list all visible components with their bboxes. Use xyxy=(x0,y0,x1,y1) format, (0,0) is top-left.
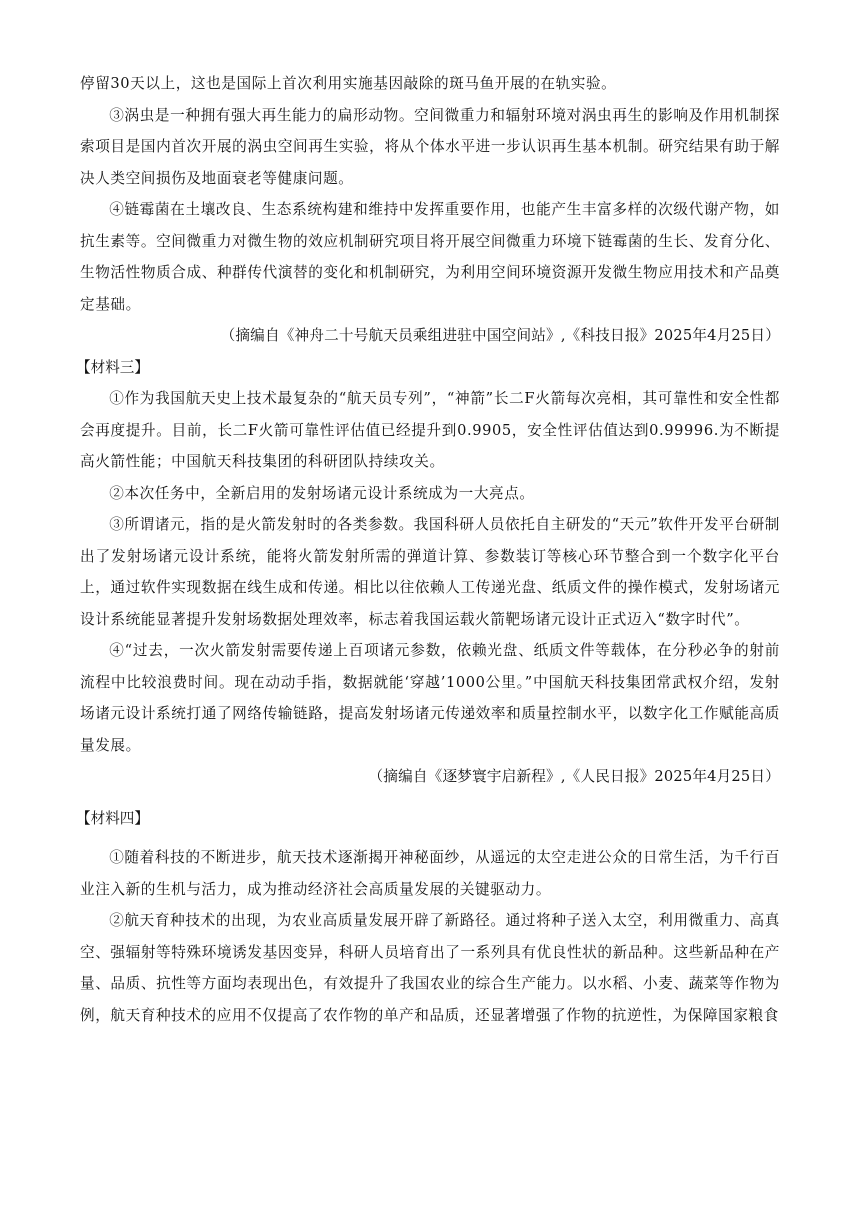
material4-paragraph-1: ①随着科技的不断进步，航天技术逐渐揭开神秘面纱，从遥远的太空走进公众的日常生活，为千行百业注入新的生机与活力，成为推动经济社会高质量发展的关键驱动力。 xyxy=(80,849,780,898)
material2-paragraph-4: ④链霉菌在土壤改良、生态系统构建和维持中发挥重要作用，也能产生丰富多样的次级代谢产物，如抗生素等。空间微重力对微生物的效应机制研究项目将开展空间微重力环境下链霉菌的生长、发育分化、生物活性物质合成、种群传代演替的变化和机制研究，为利用空间环境资源开发微生物应用技术和产品奠定基础。 xyxy=(80,201,780,313)
material4-heading: 【材料四】 xyxy=(76,809,149,827)
material3-heading: 【材料三】 xyxy=(76,358,149,376)
material3-paragraph-3: ③所谓诸元，指的是火箭发射时的各类参数。我国科研人员依托自主研发的“天元”软件开发平台研制出了发射场诸元设计系统，能将火箭发射所需的弹道计算、参数装订等核心环节整合到一个数字化平台上，通过软件实现数据在线生成和传递。相比以往依赖人工传递光盘、纸质文件的操作模式，发射场诸元设计系统能显著提升发射场数据处理效率，标志着我国运载火箭靶场诸元设计正式迈入“数字时代”。 xyxy=(80,516,780,628)
material2-source-citation: （摘编自《神舟二十号航天员乘组进驻中国空间站》,《科技日报》2025年4月25日） xyxy=(220,327,780,344)
material3-paragraph-1: ①作为我国航天史上技术最复杂的“航天员专列”，“神箭”长二F火箭每次亮相，其可靠性和安全性都会再度提升。目前，长二F火箭可靠性评估值已经提升到0.9905，安全性评估值达到0.99996.为不断提高火箭性能；中国航天科技集团的科研团队持续攻关。 xyxy=(80,390,780,470)
material4-paragraph-2: ②航天育种技术的出现，为农业高质量发展开辟了新路径。通过将种子送入太空，利用微重力、高真空、强辐射等特殊环境诱发基因变异，科研人员培育出了一系列具有优良性状的新品种。这些新品种在产量、品质、抗性等方面均表现出色，有效提升了我国农业的综合生产能力。以水稻、小麦、蔬菜等作物为例，航天育种技术的应用不仅提高了农作物的单产和品质，还显著增强了作物的抗逆性，为保障国家粮食 xyxy=(80,912,780,1024)
material3-paragraph-4: ④“过去，一次火箭发射需要传递上百项诸元参数，依赖光盘、纸质文件等载体，在分秒必争的射前流程中比较浪费时间。现在动动手指，数据就能‘穿越’1000公里。”中国航天科技集团常武权介绍，发射场诸元设计系统打通了网络传输链路，提高发射场诸元传递效率和质量控制水平，以数字化工作赋能高质量发展。 xyxy=(80,642,780,754)
material2-paragraph-2-tail: 停留30天以上，这也是国际上首次利用实施基因敲除的斑马鱼开展的在轨实验。 xyxy=(80,75,617,92)
material3-source-citation: （摘编自《逐梦寰宇启新程》,《人民日报》2025年4月25日） xyxy=(368,768,780,785)
material2-paragraph-3: ③涡虫是一种拥有强大再生能力的扁形动物。空间微重力和辐射环境对涡虫再生的影响及作用机制探索项目是国内首次开展的涡虫空间再生实验，将从个体水平进一步认识再生基本机制。研究结果有助于解决人类空间损伤及地面衰老等健康问题。 xyxy=(80,106,780,187)
material3-paragraph-2: ②本次任务中，全新启用的发射场诸元设计系统成为一大亮点。 xyxy=(109,484,535,502)
